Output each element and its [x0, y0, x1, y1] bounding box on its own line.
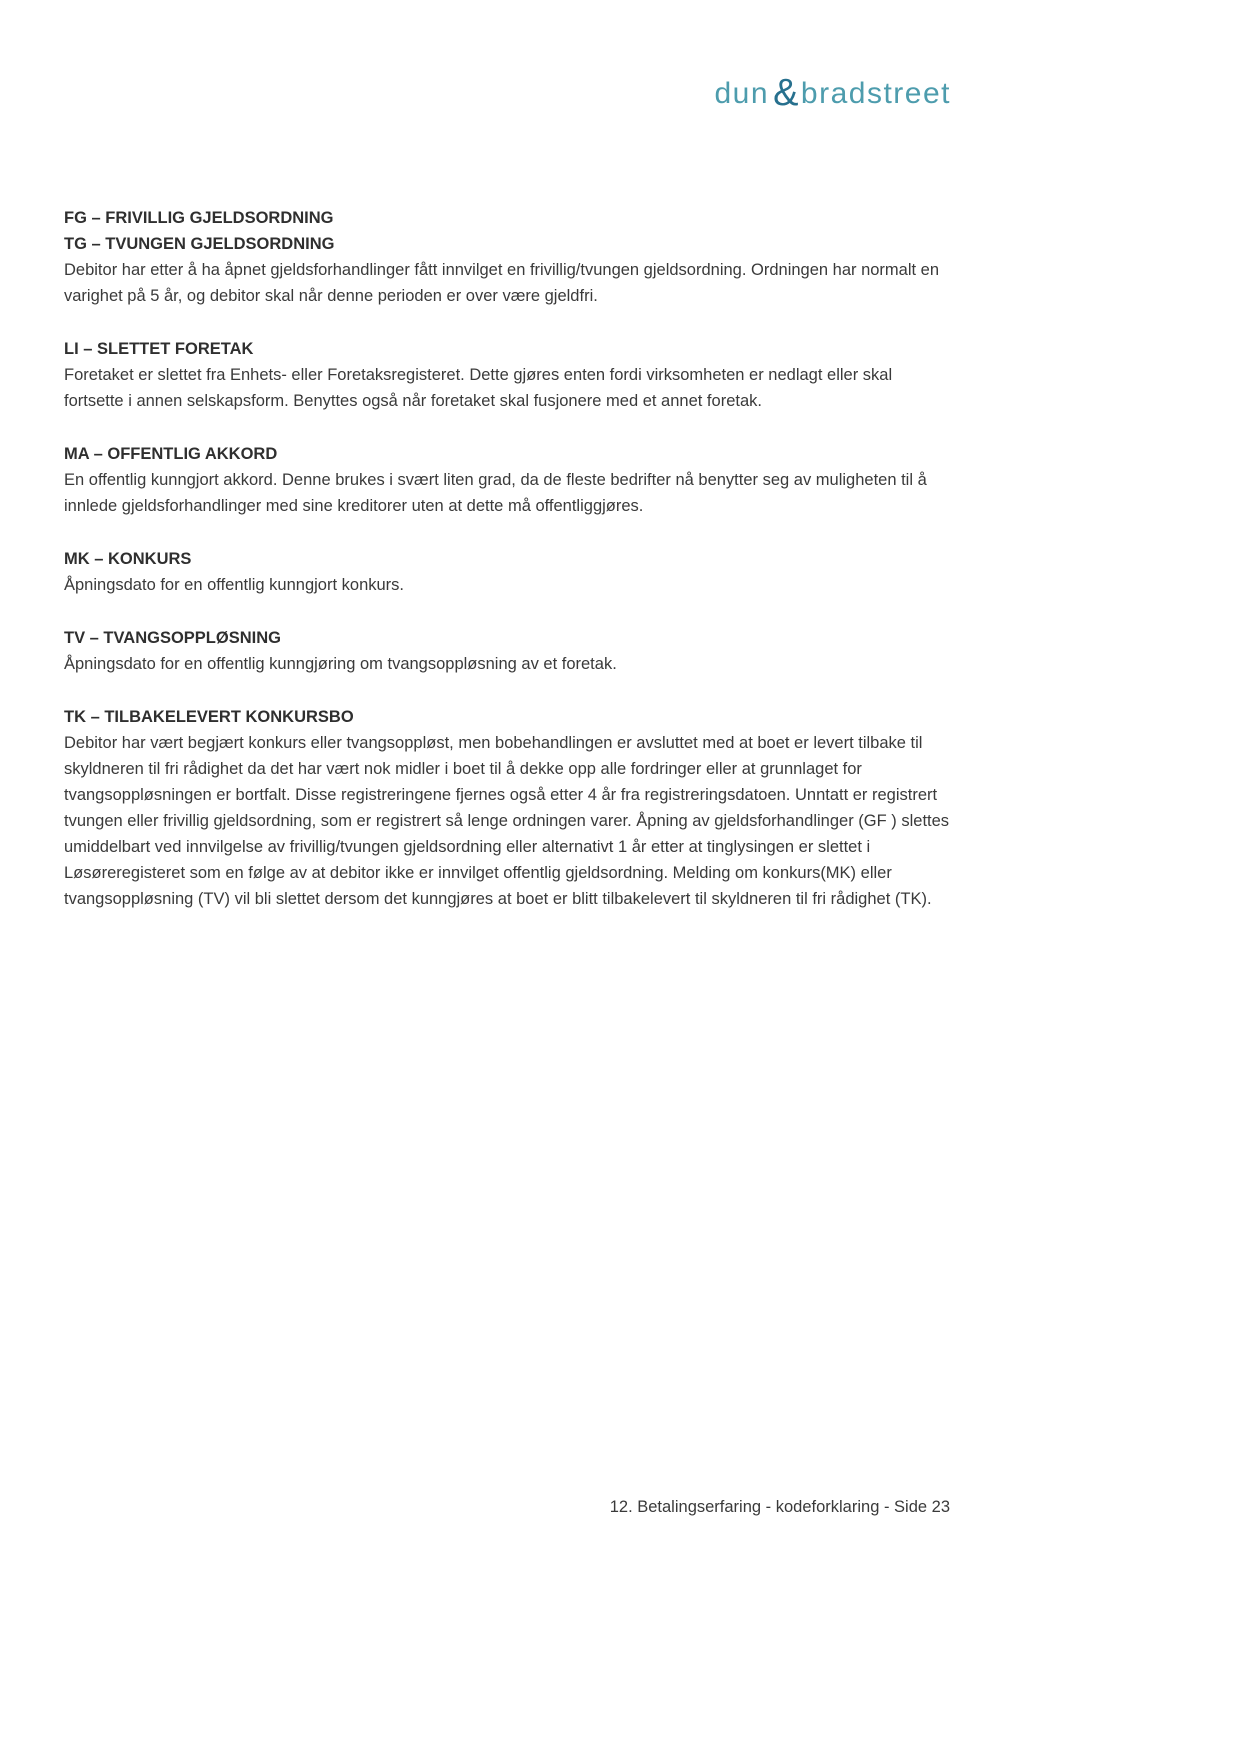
- section-heading: LI – SLETTET FORETAK: [64, 340, 254, 358]
- logo-text-dun: dun: [714, 77, 770, 110]
- dnb-logo: [715, 70, 952, 113]
- section-heading: TG – TVUNGEN GJELDSORDNING: [64, 235, 335, 253]
- section-body-text: En offentlig kunngjort akkord. Denne brukes i svært liten grad, da de fleste bedrifter nå benytter seg av muligheten til å innlede gjeldsforhandlinger med sine kreditorer uten at dette må offentliggjøres.: [64, 471, 927, 515]
- section-ma: [64, 441, 954, 519]
- section-body-text: Foretaket er slettet fra Enhets- eller Foretaksregisteret. Dette gjøres enten fordi virksomheten er nedlagt eller skal fortsette i annen selskapsform. Benyttes også når foretaket skal fusjonere med et annet foretak.: [64, 366, 893, 410]
- section-fg-tg: [64, 205, 954, 309]
- section-mk: [64, 546, 954, 598]
- section-heading: FG – FRIVILLIG GJELDSORDNING: [64, 209, 334, 227]
- section-li: [64, 336, 954, 414]
- section-tv: [64, 625, 954, 677]
- section-body-text: Debitor har etter å ha åpnet gjeldsforhandlinger fått innvilget en frivillig/tvungen gjeldsordning. Ordningen har normalt en varighet på 5 år, og debitor skal når denne perioden er over være gjeldfri.: [64, 261, 940, 305]
- document-body: [64, 205, 954, 939]
- section-heading: TK – TILBAKELEVERT KONKURSBO: [64, 708, 354, 726]
- section-heading: MA – OFFENTLIG AKKORD: [64, 445, 278, 463]
- page-footer: 12. Betalingserfaring - kodeforklaring - Side 23: [609, 1498, 950, 1516]
- section-tk: [64, 704, 954, 912]
- section-heading: TV – TVANGSOPPLØSNING: [64, 629, 281, 647]
- section-body-text: Åpningsdato for en offentlig kunngjort konkurs.: [64, 576, 404, 594]
- ampersand-icon: &: [773, 72, 800, 114]
- section-body-text: Debitor har vært begjært konkurs eller tvangsoppløst, men bobehandlingen er avsluttet med at boet er levert tilbake til skyldneren til fri rådighet da det har vært nok midler i boet til å dekke opp alle fordringer eller at grunnlaget for tvangsoppløsningen er bortfalt. Disse registreringene fjernes også etter 4 år fra registreringsdatoen. Unntatt er registrert tvungen eller frivillig gjeldsordning, som er registrert så lenge ordningen varer. Åpning av gjeldsforhandlinger (GF ) slettes umiddelbart ved innvilgelse av frivillig/tvungen gjeldsordning eller alternativt 1 år etter at tinglysingen er slettet i Løsøreregisteret som en følge av at debitor ikke er innvilget offentlig gjeldsordning. Melding om konkurs(MK) eller tvangsoppløsning (TV) vil bli slettet dersom det kunngjøres at boet er blitt tilbakelevert til skyldneren til fri rådighet (TK).: [64, 734, 950, 908]
- section-body-text: Åpningsdato for en offentlig kunngjøring om tvangsoppløsning av et foretak.: [64, 655, 617, 673]
- section-heading: MK – KONKURS: [64, 550, 192, 568]
- logo-text-bradstreet: bradstreet: [800, 77, 951, 110]
